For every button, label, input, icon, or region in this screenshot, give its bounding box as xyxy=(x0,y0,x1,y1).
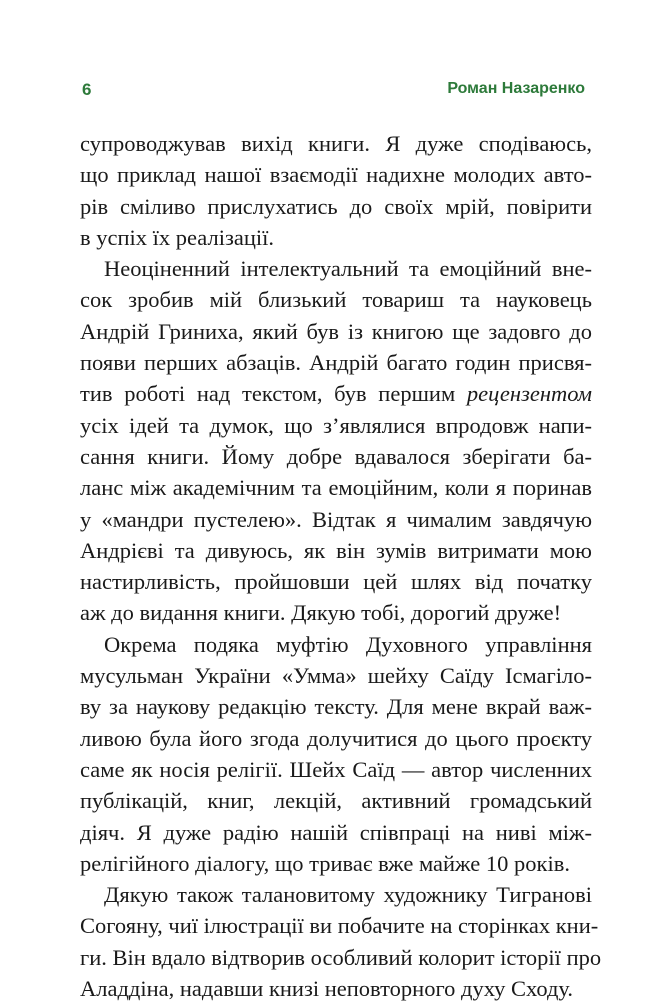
body-text xyxy=(80,128,602,1004)
text-segment: ланс між академічним та емоційним, коли я поринав xyxy=(80,475,592,501)
text-line xyxy=(80,973,592,1004)
text-segment: Согояну, чиї ілюстрації ви побачите на сторінках кни- xyxy=(80,913,599,939)
text-line xyxy=(80,848,592,879)
text-line xyxy=(80,504,592,535)
text-segment: Окрема подяка муфтію Духовного управління xyxy=(104,631,592,657)
text-line xyxy=(80,535,592,566)
text-line xyxy=(80,441,592,472)
text-line xyxy=(80,316,592,347)
text-segment: ги. Він вдало відтворив особливий колорит історії про xyxy=(80,944,602,970)
running-head-author: Роман Назаренко xyxy=(447,80,585,97)
text-segment: супроводжував вихід книги. Я дуже сподіваюсь, xyxy=(80,131,592,156)
paragraph xyxy=(80,128,592,253)
text-segment: в успіх їх реалізації. xyxy=(80,224,274,250)
text-line xyxy=(80,410,592,441)
text-segment: ливою була його згода долучитися до цього проєкту xyxy=(80,725,592,751)
text-segment: тив роботі над текстом, був першим xyxy=(80,381,467,407)
text-segment: Андрієві та дивуюсь, як він зумів витримати мою xyxy=(80,537,592,563)
text-segment: ву за наукову редакцію тексту. Для мене вкрай важ- xyxy=(80,694,592,720)
page-number: 6 xyxy=(82,80,92,99)
text-line xyxy=(80,597,592,628)
text-line xyxy=(80,785,592,816)
text-line xyxy=(80,754,592,785)
text-line xyxy=(80,128,592,159)
text-segment: діяч. Я дуже радію нашій співпраці на ниві між- xyxy=(80,819,592,845)
text-segment: сок зробив мій близький товариш та науковець xyxy=(80,287,592,313)
text-line xyxy=(80,191,592,222)
text-segment: що приклад нашої взаємодії надихне молодих авто- xyxy=(80,162,592,188)
text-segment: рів сміливо прислухатись до своїх мрій, повірити xyxy=(80,193,592,219)
text-line xyxy=(80,910,599,941)
text-line xyxy=(80,879,592,910)
text-line xyxy=(80,378,592,409)
text-line xyxy=(80,942,602,973)
text-segment: сання книги. Йому добре вдавалося зберігати ба- xyxy=(80,443,592,469)
text-line xyxy=(80,159,592,190)
text-line xyxy=(80,222,592,253)
paragraph xyxy=(80,629,592,879)
text-line xyxy=(80,472,592,503)
text-segment: Аладдіна, надавши книзі неповторного духу Сходу. xyxy=(80,976,574,1002)
text-segment: релігійного діалогу, що триває вже майже 10 років. xyxy=(80,850,570,876)
text-line xyxy=(80,723,592,754)
paragraph xyxy=(80,879,602,1004)
text-line xyxy=(80,817,592,848)
text-line xyxy=(80,284,592,315)
text-segment: саме як носія релігії. Шейх Саїд — автор численних xyxy=(80,756,592,782)
text-line xyxy=(80,566,592,597)
text-segment: у «мандри пустелею». Відтак я чималим завдячую xyxy=(80,506,592,532)
text-line xyxy=(80,629,592,660)
text-segment: настирливість, пройшовши цей шлях від початку xyxy=(80,569,592,595)
text-line xyxy=(80,347,592,378)
text-line xyxy=(80,253,592,284)
text-segment: Неоціненний інтелектуальний та емоційний вне- xyxy=(104,256,592,282)
emphasized-text: рецензентом xyxy=(466,381,592,407)
paragraph xyxy=(80,253,592,629)
text-segment: усіх ідей та думок, що з’являлися впродовж напи- xyxy=(80,412,592,438)
text-segment: публікацій, книг, лекцій, активний громадський xyxy=(80,788,592,814)
running-head xyxy=(82,80,585,102)
text-line xyxy=(80,660,592,691)
text-segment: мусульман України «Умма» шейху Саїду Ісмагіло- xyxy=(80,663,592,689)
text-line xyxy=(80,691,592,722)
text-segment: Дякую також талановитому художнику Тигранові xyxy=(104,882,592,908)
text-segment: появи перших абзаців. Андрій багато годин присвя- xyxy=(80,350,592,376)
text-segment: Андрій Гриниха, який був із книгою ще задовго до xyxy=(80,318,592,344)
text-segment: аж до видання книги. Дякую тобі, дорогий друже! xyxy=(80,600,562,626)
